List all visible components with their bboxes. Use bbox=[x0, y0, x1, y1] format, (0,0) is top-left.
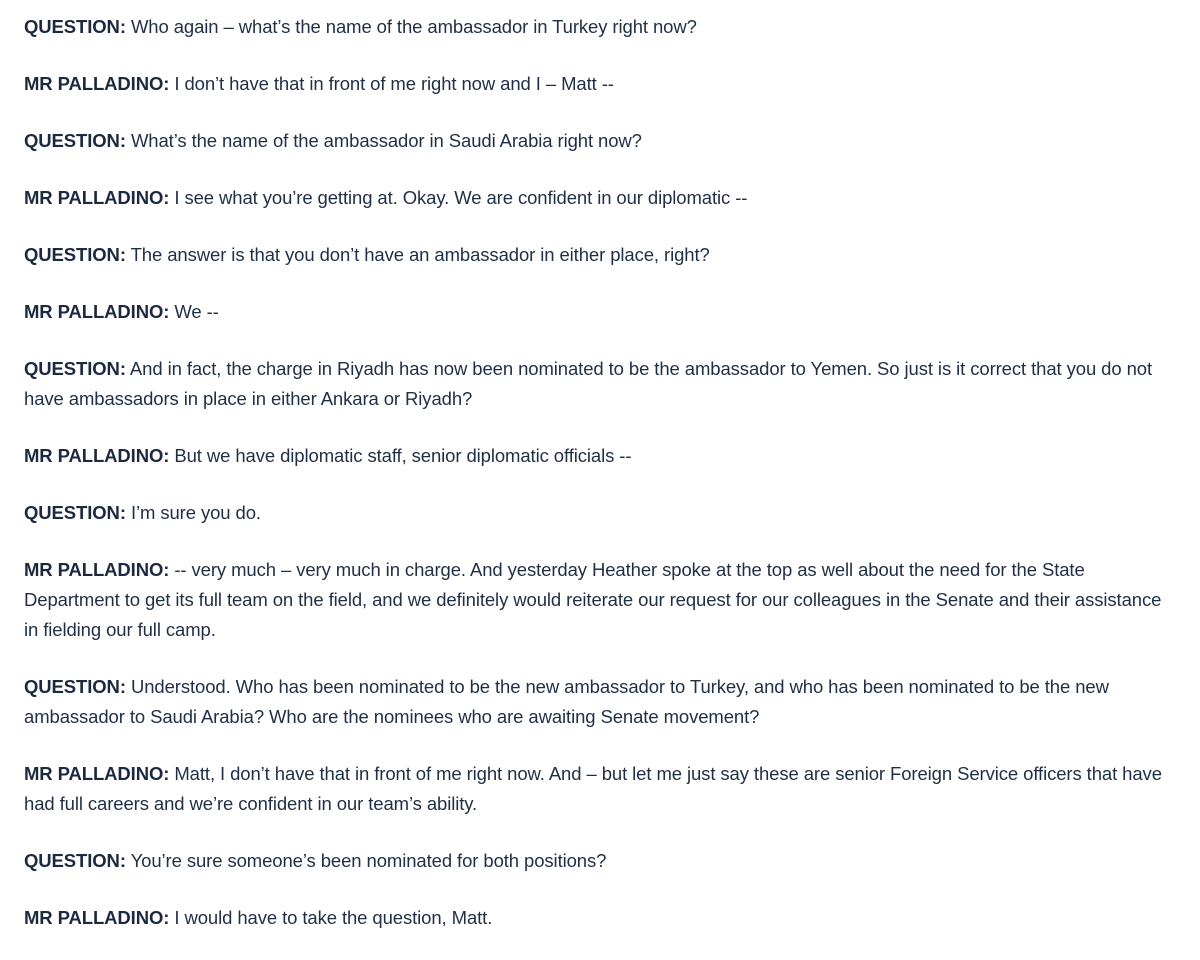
transcript-entry bbox=[24, 441, 1174, 471]
entry-text: Matt, I don’t have that in front of me right now. And – but let me just say these are senior Foreign Service officers that have had full careers and we’re confident in our team’s ability. bbox=[24, 763, 1162, 814]
entry-text: The answer is that you don’t have an ambassador in either place, right? bbox=[130, 244, 710, 265]
transcript-entry bbox=[24, 354, 1174, 414]
transcript-entry bbox=[24, 555, 1174, 645]
speaker-label: QUESTION: bbox=[24, 850, 126, 871]
entry-text: -- very much – very much in charge. And yesterday Heather spoke at the top as well about the need for the State Department to get its full team on the field, and we definitely would reiterate our request for our colleagues in the Senate and their assistance in fielding our full camp. bbox=[24, 559, 1162, 640]
speaker-label: QUESTION: bbox=[24, 16, 126, 37]
transcript-entry bbox=[24, 69, 1174, 99]
entry-text: Understood. Who has been nominated to be the new ambassador to Turkey, and who has been nominated to be the new ambassador to Saudi Arabia? Who are the nominees who are awaiting Senate movement? bbox=[24, 676, 1109, 727]
speaker-label: MR PALLADINO: bbox=[24, 73, 170, 94]
entry-text: We -- bbox=[174, 301, 219, 322]
entry-text: You’re sure someone’s been nominated for both positions? bbox=[130, 850, 607, 871]
entry-text: I’m sure you do. bbox=[130, 502, 261, 523]
transcript-entry bbox=[24, 126, 1174, 156]
transcript-entry bbox=[24, 12, 1174, 42]
entry-text: And in fact, the charge in Riyadh has now been nominated to be the ambassador to Yemen. So just is it correct that you do not have ambassadors in place in either Ankara or Riyadh? bbox=[24, 358, 1153, 409]
speaker-label: QUESTION: bbox=[24, 502, 126, 523]
transcript-entry bbox=[24, 297, 1174, 327]
transcript-entry bbox=[24, 846, 1174, 876]
entry-text: But we have diplomatic staff, senior diplomatic officials -- bbox=[174, 445, 632, 466]
transcript-entry bbox=[24, 240, 1174, 270]
transcript-entry bbox=[24, 498, 1174, 528]
speaker-label: QUESTION: bbox=[24, 244, 126, 265]
entry-text: Who again – what’s the name of the ambassador in Turkey right now? bbox=[130, 16, 697, 37]
transcript-entry bbox=[24, 672, 1174, 732]
speaker-label: QUESTION: bbox=[24, 676, 126, 697]
transcript-entry bbox=[24, 183, 1174, 213]
speaker-label: MR PALLADINO: bbox=[24, 763, 170, 784]
transcript bbox=[24, 12, 1174, 960]
entry-text: I don’t have that in front of me right now and I – Matt -- bbox=[174, 73, 614, 94]
speaker-label: MR PALLADINO: bbox=[24, 301, 170, 322]
entry-text: What’s the name of the ambassador in Saudi Arabia right now? bbox=[130, 130, 642, 151]
entry-text: I see what you’re getting at. Okay. We are confident in our diplomatic -- bbox=[174, 187, 748, 208]
transcript-entry bbox=[24, 759, 1174, 819]
speaker-label: MR PALLADINO: bbox=[24, 445, 170, 466]
entry-text: I would have to take the question, Matt. bbox=[174, 907, 493, 928]
speaker-label: QUESTION: bbox=[24, 130, 126, 151]
transcript-entry bbox=[24, 903, 1174, 933]
speaker-label: MR PALLADINO: bbox=[24, 559, 170, 580]
speaker-label: MR PALLADINO: bbox=[24, 187, 170, 208]
speaker-label: MR PALLADINO: bbox=[24, 907, 170, 928]
speaker-label: QUESTION: bbox=[24, 358, 126, 379]
